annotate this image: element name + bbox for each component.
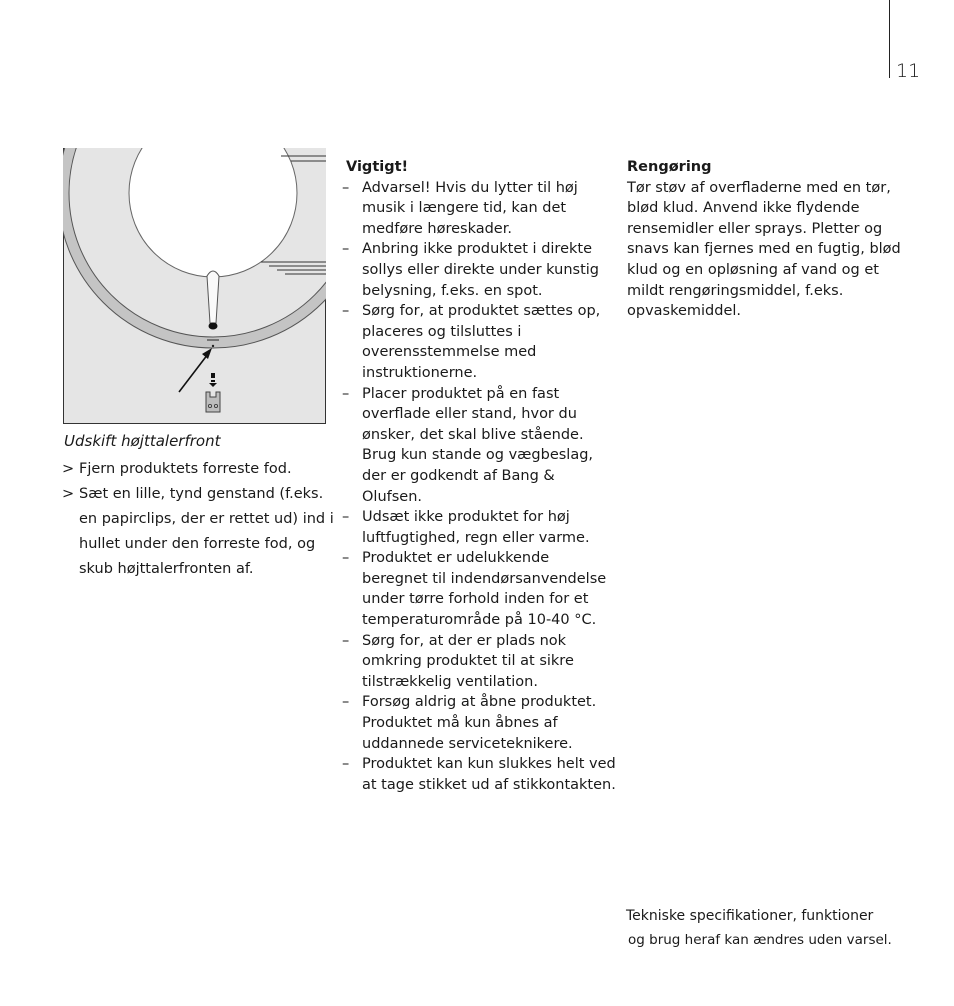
footer-line-1: Tekniske specifikationer, funktioner bbox=[626, 908, 874, 924]
step-text: Sæt en lille, tynd genstand (f.eks. en papirclips, der er rettet ud) ind i hullet under den forreste fod, og skub højttalerfronten af. bbox=[79, 486, 334, 577]
list-item: – Sørg for, at produktet sættes op, placeres og tilsluttes i overensstemmelse med instruktionerne. bbox=[342, 301, 617, 383]
important-section bbox=[342, 157, 617, 795]
list-item-text: Sørg for, at der er plads nok omkring produktet til at sikre tilstrækkelig ventilation. bbox=[362, 632, 574, 690]
figure-caption: Udskift højttalerfront bbox=[64, 432, 221, 450]
list-item-text: Advarsel! Hvis du lytter til høj musik i længere tid, kan det medføre høreskader. bbox=[362, 179, 578, 237]
list-item: – Forsøg aldrig at åbne produktet. Produktet må kun åbnes af uddannede serviceteknikere. bbox=[342, 692, 617, 754]
instruction-steps bbox=[62, 457, 337, 582]
list-item: – Produktet kan kun slukkes helt ved at tage stikket ud af stikkontakten. bbox=[342, 754, 617, 795]
cleaning-text: Tør støv af overfladerne med en tør, blød klud. Anvend ikke flydende rensemidler eller sprays. Pletter og snavs kan fjernes med en fugtig, blød klud og en opløsning af vand og et mildt rengøringsmiddel, f.eks. opvaskemiddel. bbox=[627, 179, 901, 320]
list-item-text: Anbring ikke produktet i direkte sollys eller direkte under kunstig belysning, f.eks. en spot. bbox=[362, 241, 599, 299]
step-text: Fjern produktets forreste fod. bbox=[79, 461, 292, 477]
cleaning-section bbox=[627, 157, 917, 322]
footer-line-2: og brug heraf kan ændres uden varsel. bbox=[628, 932, 892, 948]
list-item-text: Sørg for, at produktet sættes op, placeres og tilsluttes i overensstemmelse med instruktionerne. bbox=[362, 303, 601, 381]
list-item-text: Produktet kan kun slukkes helt ved at tage stikket ud af stikkontakten. bbox=[362, 756, 616, 793]
list-item: – Advarsel! Hvis du lytter til høj musik i længere tid, kan det medføre høreskader. bbox=[342, 178, 617, 240]
footer-note bbox=[626, 906, 926, 950]
list-item-text: Forsøg aldrig at åbne produktet. Produktet må kun åbnes af uddannede serviceteknikere. bbox=[362, 694, 597, 752]
list-item: – Anbring ikke produktet i direkte sollys eller direkte under kunstig belysning, f.eks. en spot. bbox=[342, 239, 617, 301]
step-item bbox=[62, 482, 337, 582]
step-item bbox=[62, 457, 337, 482]
step-marker: > bbox=[62, 461, 75, 477]
list-item: – Sørg for, at der er plads nok omkring produktet til at sikre tilstrækkelig ventilation. bbox=[342, 631, 617, 693]
list-item: – Produktet er udelukkende beregnet til indendørsanvendelse under tørre forhold inden for et temperaturområde på 10-40 °C. bbox=[342, 548, 617, 630]
page-divider-line bbox=[889, 0, 890, 78]
step-marker: > bbox=[62, 486, 75, 502]
list-item: – Udsæt ikke produktet for høj luftfugtighed, regn eller varme. bbox=[342, 507, 617, 548]
list-item-text: Produktet er udelukkende beregnet til indendørsanvendelse under tørre forhold inden for et temperaturområde på 10-40 °C. bbox=[362, 550, 607, 629]
list-item-text: Placer produktet på en fast overflade eller stand, hvor du ønsker, det skal blive stående. Brug kun stande og vægbeslag, der er godkendt af Bang & Olufsen. bbox=[362, 385, 594, 505]
speaker-front-illustration bbox=[63, 148, 326, 424]
list-item-text: Udsæt ikke produktet for høj luftfugtighed, regn eller varme. bbox=[362, 509, 590, 546]
list-item: – Placer produktet på en fast overflade eller stand, hvor du ønsker, det skal blive stående. Brug kun stande og vægbeslag, der er godkendt af Bang & Olufsen. bbox=[342, 384, 617, 508]
important-list bbox=[342, 178, 617, 796]
important-heading: Vigtigt! bbox=[346, 159, 409, 175]
cleaning-heading: Rengøring bbox=[627, 159, 712, 175]
page-number: 11 bbox=[896, 60, 921, 82]
